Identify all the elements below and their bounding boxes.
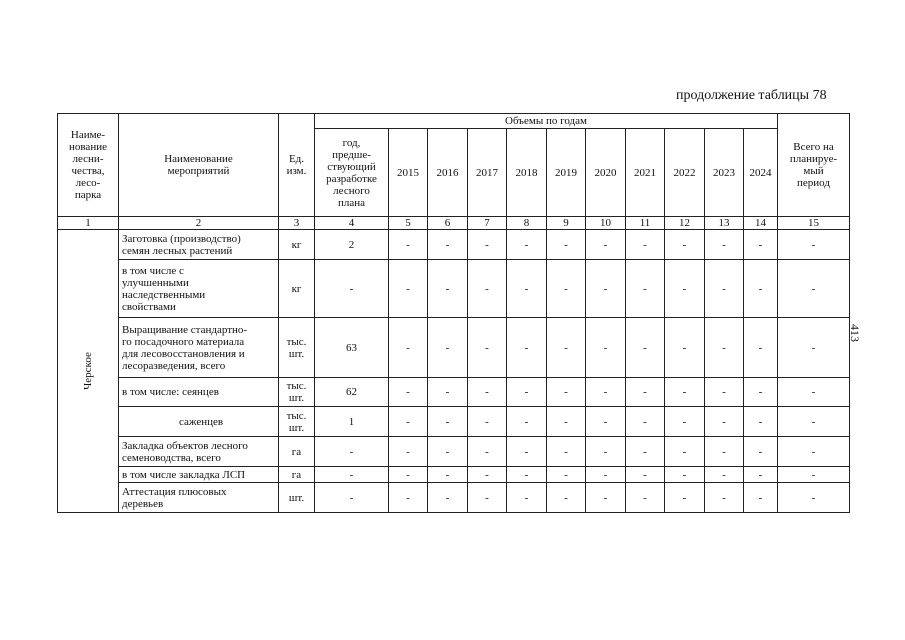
activity-name: в том числе: сеянцев [119,378,279,407]
year-value: - [507,483,547,513]
year-value: - [468,378,507,407]
header-total [778,114,850,217]
year-value: - [665,407,705,437]
activity-name: Закладка объектов лесного семеноводства, всего [119,437,279,467]
year-value: - [389,378,428,407]
year-value: - [428,437,468,467]
activity-name: Заготовка (производство) семян лесных растений [119,230,279,260]
activity-name: Аттестация плюсовых деревьев [119,483,279,513]
forestry-name: Черское [82,352,94,390]
table-caption: продолжение таблицы 78 [676,88,827,103]
header-year: 2015 [389,129,428,217]
prev-year-value: 62 [315,378,389,407]
year-value: - [744,230,778,260]
year-value: - [626,260,665,318]
year-value: - [705,407,744,437]
year-value: - [586,260,626,318]
header-unit [279,114,315,217]
year-value: - [468,260,507,318]
year-value: - [705,467,744,483]
year-value: - [428,378,468,407]
year-value: - [547,260,586,318]
table-row [58,407,850,437]
year-value: - [586,467,626,483]
year-value: - [586,437,626,467]
header-activity [119,114,279,217]
year-value: - [705,230,744,260]
prev-year-value: 63 [315,318,389,378]
unit: га [279,437,315,467]
column-number: 6 [428,217,468,230]
column-number: 10 [586,217,626,230]
year-value: - [389,437,428,467]
header-forestry [58,114,119,217]
unit: кг [279,230,315,260]
total-value: - [778,260,850,318]
year-value: - [626,483,665,513]
header-forestry-label: Наиме- нование лесни- чества, лесо- парка [69,129,107,201]
column-number: 13 [705,217,744,230]
header-year: 2019 [547,129,586,217]
year-value: - [626,318,665,378]
table-row [58,230,850,260]
year-value: - [705,437,744,467]
year-value: - [468,437,507,467]
year-value: - [626,467,665,483]
year-value: - [428,230,468,260]
activity-name: Выращивание стандартно- го посадочного материала для лесовосстановления и лесоразведения, всего [119,318,279,378]
activity-name: в том числе с улучшенными наследственными свойствами [119,260,279,318]
page-number: 413 [848,324,862,342]
prev-year-value: 1 [315,407,389,437]
year-value: - [586,483,626,513]
year-value: - [626,407,665,437]
table-row [58,260,850,318]
year-value: - [744,378,778,407]
header-total-label: Всего на планируе- мый период [789,141,838,189]
year-value: - [547,318,586,378]
column-number: 1 [58,217,119,230]
year-value: - [507,230,547,260]
header-year: 2016 [428,129,468,217]
year-value: - [744,318,778,378]
header-year: 2022 [665,129,705,217]
year-value: - [389,467,428,483]
year-value: - [507,378,547,407]
total-value: - [778,230,850,260]
year-value: - [389,318,428,378]
column-number-row [58,217,850,230]
year-value: - [428,407,468,437]
total-value: - [778,378,850,407]
prev-year-value: - [315,437,389,467]
year-value: - [665,260,705,318]
year-value: - [468,483,507,513]
prev-year-value: - [315,260,389,318]
year-value: - [626,437,665,467]
prev-year-value: - [315,467,389,483]
forest-activities-table [57,113,850,513]
unit: шт. [279,483,315,513]
year-value: - [468,230,507,260]
column-number: 14 [744,217,778,230]
unit: тыс. шт. [279,378,315,407]
unit: тыс. шт. [279,318,315,378]
column-number: 8 [507,217,547,230]
year-value: - [744,407,778,437]
year-value: - [547,467,586,483]
total-value: - [778,407,850,437]
unit: кг [279,260,315,318]
total-value: - [778,483,850,513]
header-year: 2024 [744,129,778,217]
year-value: - [705,378,744,407]
year-value: - [744,260,778,318]
column-number: 12 [665,217,705,230]
year-value: - [428,467,468,483]
year-value: - [507,260,547,318]
year-value: - [547,407,586,437]
forestry-name-cell [58,230,119,513]
year-value: - [547,378,586,407]
year-value: - [547,437,586,467]
year-value: - [705,318,744,378]
header-year: 2021 [626,129,665,217]
total-value: - [778,318,850,378]
header-unit-label: Ед. изм. [286,153,307,177]
unit: тыс. шт. [279,407,315,437]
prev-year-value: - [315,483,389,513]
total-value: - [778,437,850,467]
column-number: 4 [315,217,389,230]
header-year: 2017 [468,129,507,217]
year-value: - [547,483,586,513]
column-number: 2 [119,217,279,230]
year-value: - [428,318,468,378]
column-number: 3 [279,217,315,230]
header-prev-year-label: год, предше- ствующий разработке лесного плана [326,136,377,209]
year-value: - [665,230,705,260]
header-prev-year [315,129,389,217]
header-year: 2018 [507,129,547,217]
year-value: - [389,407,428,437]
year-value: - [586,378,626,407]
column-number: 9 [547,217,586,230]
year-value: - [428,260,468,318]
year-value: - [665,378,705,407]
year-value: - [586,230,626,260]
year-value: - [389,230,428,260]
year-value: - [586,318,626,378]
table-row [58,378,850,407]
column-number: 15 [778,217,850,230]
column-number: 11 [626,217,665,230]
year-value: - [507,407,547,437]
year-value: - [507,318,547,378]
year-value: - [665,318,705,378]
year-value: - [468,318,507,378]
table-row [58,483,850,513]
prev-year-value: 2 [315,230,389,260]
activity-name: саженцев [119,407,279,437]
column-number: 5 [389,217,428,230]
table-row [58,467,850,483]
year-value: - [428,483,468,513]
year-value: - [507,437,547,467]
year-value: - [744,437,778,467]
year-value: - [507,467,547,483]
year-value: - [665,437,705,467]
activity-name: в том числе закладка ЛСП [119,467,279,483]
year-value: - [626,378,665,407]
header-year: 2023 [705,129,744,217]
year-value: - [665,483,705,513]
year-value: - [705,483,744,513]
year-value: - [389,483,428,513]
year-value: - [665,467,705,483]
header-year: 2020 [586,129,626,217]
year-value: - [468,407,507,437]
year-value: - [468,467,507,483]
header-activity-label: Наименование мероприятий [164,153,233,177]
column-number: 7 [468,217,507,230]
header-volumes-by-year: Объемы по годам [315,114,778,129]
year-value: - [586,407,626,437]
year-value: - [705,260,744,318]
table-row [58,437,850,467]
year-value: - [744,467,778,483]
year-value: - [547,230,586,260]
unit: га [279,467,315,483]
year-value: - [744,483,778,513]
table-row [58,318,850,378]
year-value: - [389,260,428,318]
total-value: - [778,467,850,483]
year-value: - [626,230,665,260]
